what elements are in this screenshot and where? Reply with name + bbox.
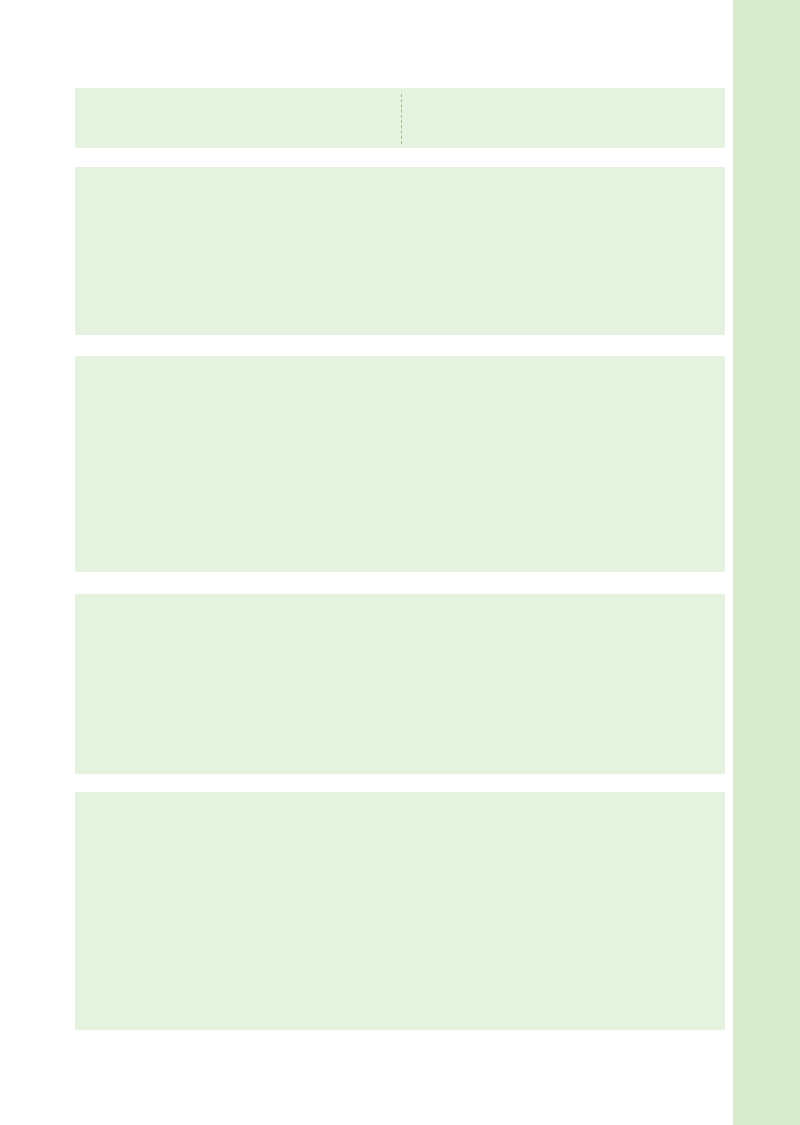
section-2-5 [75,356,725,572]
section-2-6 [75,594,725,774]
top-continuation-block [75,88,725,148]
contents-vertical-label [733,800,800,1060]
section-2-4 [75,167,725,335]
section-2-7 [75,792,725,1030]
